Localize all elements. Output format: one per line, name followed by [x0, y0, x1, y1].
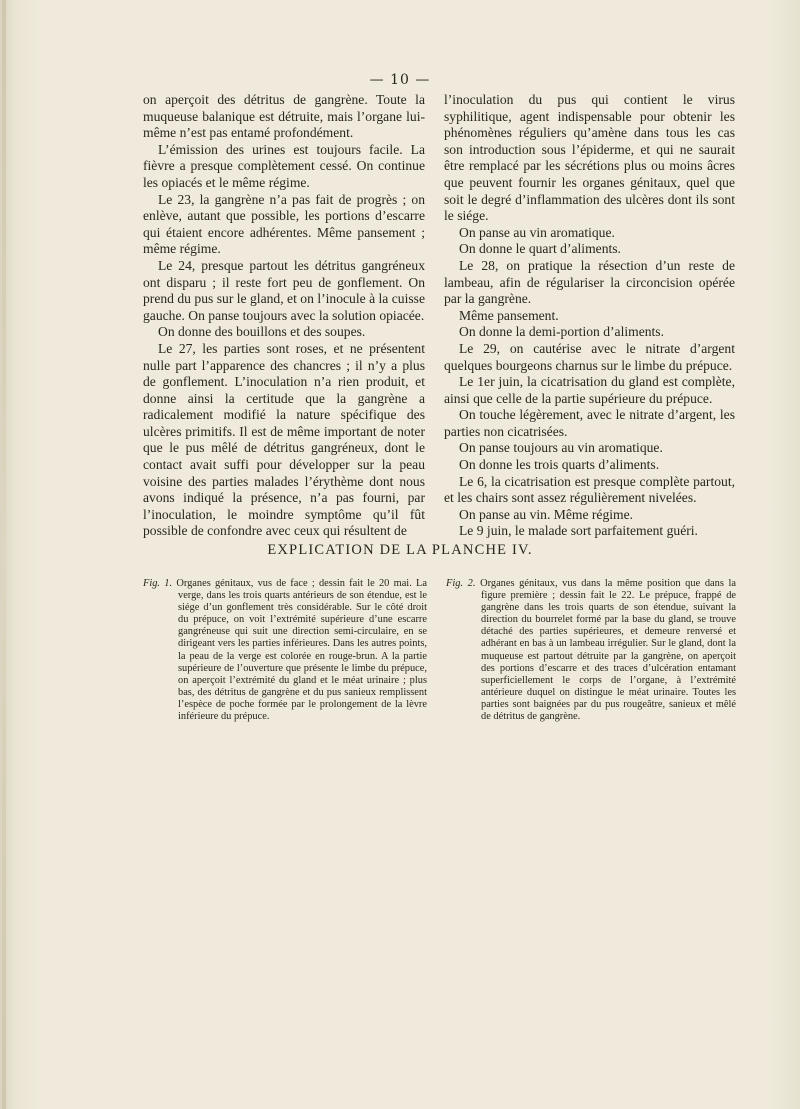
paragraph: Le 9 juin, le malade sort parfaitement guéri. — [459, 523, 698, 539]
paragraph: Le 28, on pratique la résection d’un reste de lambeau, afin de régulariser la circoncision opérée par la gangrène. — [444, 257, 735, 307]
paragraph: L’émission des urines est toujours facile. La fièvre a presque complètement cessé. On continue les opiacés et le même régime. — [143, 141, 425, 190]
paragraph: on aperçoit des détritus de gangrène. Toute la muqueuse balanique est détruite, mais l’organe lui-même n’est pas entamé profondément. — [143, 92, 425, 141]
paragraph: Le 24, presque partout les détritus gangréneux ont disparu ; il reste fort peu de gonflement. On prend du pus sur le gland, et on l’inocule à la cuisse gauche. On panse toujours avec la solution opiacée. — [143, 257, 425, 323]
paragraph: On donne la demi-portion d’aliments. — [459, 324, 664, 340]
section-title: EXPLICATION DE LA PLANCHE IV. — [267, 542, 533, 558]
paragraph: On donne le quart d’aliments. — [459, 241, 621, 257]
figure-caption-text: Organes génitaux, vus de face ; dessin fait le 20 mai. La verge, dans les trois quarts antérieurs de son étendue, est le siége d’un gonflement très considérable. Sur le côté droit du prépuce, on voit l’extrémité supérieure d’une escarre gangréneuse qui suit une direction semi-circulaire, en se dirigeant vers les parties inférieures. Dans les autres points, la peau de la verge est colorée en rouge-brun. A la partie supérieure de l’ouverture que présente le limbe du prépuce, on aperçoit l’extrémité du gland et le méat urinaire ; plus bas, des détritus de gangrène et du pus sanieux remplissent l’espèce de poche formée par le prolongement de la lèvre inférieure du prépuce. — [176, 578, 427, 723]
paragraph: On panse au vin aromatique. — [459, 224, 615, 240]
figure-caption-text: Organes génitaux, vus dans la même position que dans la figure première ; dessin fait le 22. Le prépuce, frappé de gangrène dans les trois quarts de son étendue, suivant la direction du bourrelet formé par la base du gland, se trouve détaché des parties supérieures, et demeure renversé et adhérant en bas à un lambeau irrégulier. Sur le gland, dont la muqueuse est partout détruite par la gangrène, on aperçoit des portions d’escarre et des traces d’ulcération entamant superficiellement le corps de l’organe, à l’extrémité antérieure duquel on distingue le méat urinaire. Toutes les parties sont baignées par du pus rougeâtre, sanieux et mêlé de détritus de gangrène. — [480, 578, 736, 723]
right-text-column — [444, 92, 735, 540]
paragraph: Le 27, les parties sont roses, et ne présentent nulle part l’apparence des chancres ; il n’y a plus de gonflement. L’inoculation n’a rien produit, et donne ainsi la certitude que la gangrène a radicalement modifié la nature spécifique des ulcères primitifs. Il est de même important de noter que le pus mêlé de détritus gangréneux, dont le contact avait suffi pour développer sur la peau voisine des parties malades l’érythème dont nous avons indiqué la présence, n’a pas fourni, par l’inoculation, le moindre symptôme qu’il fût possible de confondre avec ceux qui résultent de — [143, 340, 425, 539]
left-text-column — [143, 92, 425, 540]
paragraph: Le 6, la cicatrisation est presque complète partout, et les chairs sont assez régulièrement nivelées. — [444, 473, 735, 506]
paragraph: Le 23, la gangrène n’a pas fait de progrès ; on enlève, autant que possible, les portions d’escarre qui étaient encore adhérentes. Même pansement ; même régime. — [143, 191, 425, 257]
figure-caption-1 — [143, 578, 427, 723]
paragraph: Même pansement. — [459, 307, 559, 323]
figure-caption-2 — [446, 578, 736, 723]
paragraph: l’inoculation du pus qui contient le virus syphilitique, agent indispensable pour obtenir les phénomènes réguliers qu’amène dans tous les cas son introduction sous l’épiderme, et qui ne saurait être remplacé par les sécrétions plus ou moins âcres que peuvent fournir les organes génitaux, quel que soit le degré d’inflammation des ulcères dont ils sont le siége. — [444, 92, 735, 224]
paragraph: On panse toujours au vin aromatique. — [459, 440, 663, 456]
paragraph: On touche légèrement, avec le nitrate d’argent, les parties non cicatrisées. — [444, 407, 735, 439]
figure-label: Fig. 1. — [143, 578, 173, 589]
figure-label: Fig. 2. — [446, 578, 476, 589]
paragraph: Le 1er juin, la cicatrisation du gland est complète, ainsi que celle de la partie supérieure du prépuce. — [444, 374, 735, 406]
paragraph: On panse au vin. Même régime. — [459, 506, 634, 522]
paragraph: Le 29, on cautérise avec le nitrate d’argent quelques bourgeons charnus sur le limbe du prépuce. — [444, 340, 735, 373]
page-number: — 10 — — [369, 72, 431, 88]
paragraph: On donne les trois quarts d’aliments. — [459, 457, 660, 473]
paragraph: On donne des bouillons et des soupes. — [158, 324, 366, 340]
